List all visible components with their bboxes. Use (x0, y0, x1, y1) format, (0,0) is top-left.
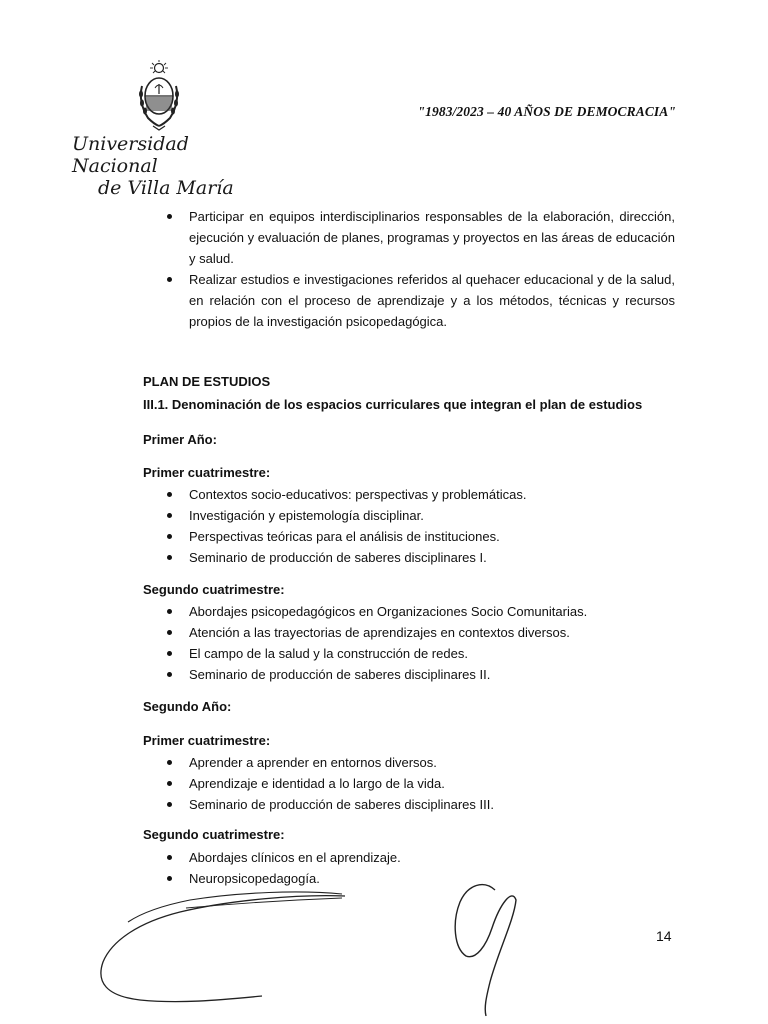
list-item: Participar en equipos interdisciplinarios responsables de la elaboración, dirección, ejecución y evaluación de planes, programas y proyectos en las áreas de educación y salud. (189, 206, 675, 269)
handwritten-signature (0, 860, 768, 1024)
semester-heading: Segundo cuatrimestre: (143, 827, 285, 842)
section-title: PLAN DE ESTUDIOS (143, 374, 271, 389)
year-heading-1: Primer Año: (143, 432, 217, 447)
header-motto: "1983/2023 – 40 AÑOS DE DEMOCRACIA" (417, 104, 676, 119)
list-item: Investigación y epistemología disciplinar. (189, 505, 689, 526)
year-heading-2: Segundo Año: (143, 699, 232, 714)
university-name (72, 133, 272, 199)
list-item: Seminario de producción de saberes disciplinares II. (189, 664, 689, 685)
list-item: Atención a las trayectorias de aprendizajes en contextos diversos. (189, 622, 689, 643)
course-list (189, 601, 689, 685)
section-subtitle: III.1. Denominación de los espacios curriculares que integran el plan de estudios (143, 397, 643, 412)
list-item: Realizar estudios e investigaciones referidos al quehacer educacional y de la salud, en relación con el proceso de aprendizaje y a los métodos, técnicas y recursos propios de la investigación psicopedagógica. (189, 269, 675, 332)
list-item: Neuropsicopedagogía. (189, 868, 689, 889)
list-item: Aprender a aprender en entornos diversos. (189, 752, 689, 773)
semester-heading: Primer cuatrimestre: (143, 733, 271, 748)
list-item: Seminario de producción de saberes disciplinares I. (189, 547, 689, 568)
list-item: Perspectivas teóricas para el análisis de instituciones. (189, 526, 689, 547)
university-name-line1: Universidad Nacional (72, 133, 189, 177)
course-list (189, 484, 689, 568)
list-item: El campo de la salud y la construcción de redes. (189, 643, 689, 664)
list-item: Contextos socio-educativos: perspectivas y problemáticas. (189, 484, 689, 505)
intro-bullet-list (189, 206, 675, 332)
list-item: Seminario de producción de saberes disciplinares III. (189, 794, 689, 815)
semester-heading: Primer cuatrimestre: (143, 465, 271, 480)
page-number: 14 (656, 928, 672, 944)
course-list (189, 752, 689, 815)
argentine-coat-of-arms-icon (136, 58, 182, 134)
list-item: Aprendizaje e identidad a lo largo de la vida. (189, 773, 689, 794)
list-item: Abordajes clínicos en el aprendizaje. (189, 847, 689, 868)
university-name-line2: de Villa María (98, 177, 234, 199)
list-item: Abordajes psicopedagógicos en Organizaciones Socio Comunitarias. (189, 601, 689, 622)
semester-heading: Segundo cuatrimestre: (143, 582, 285, 597)
